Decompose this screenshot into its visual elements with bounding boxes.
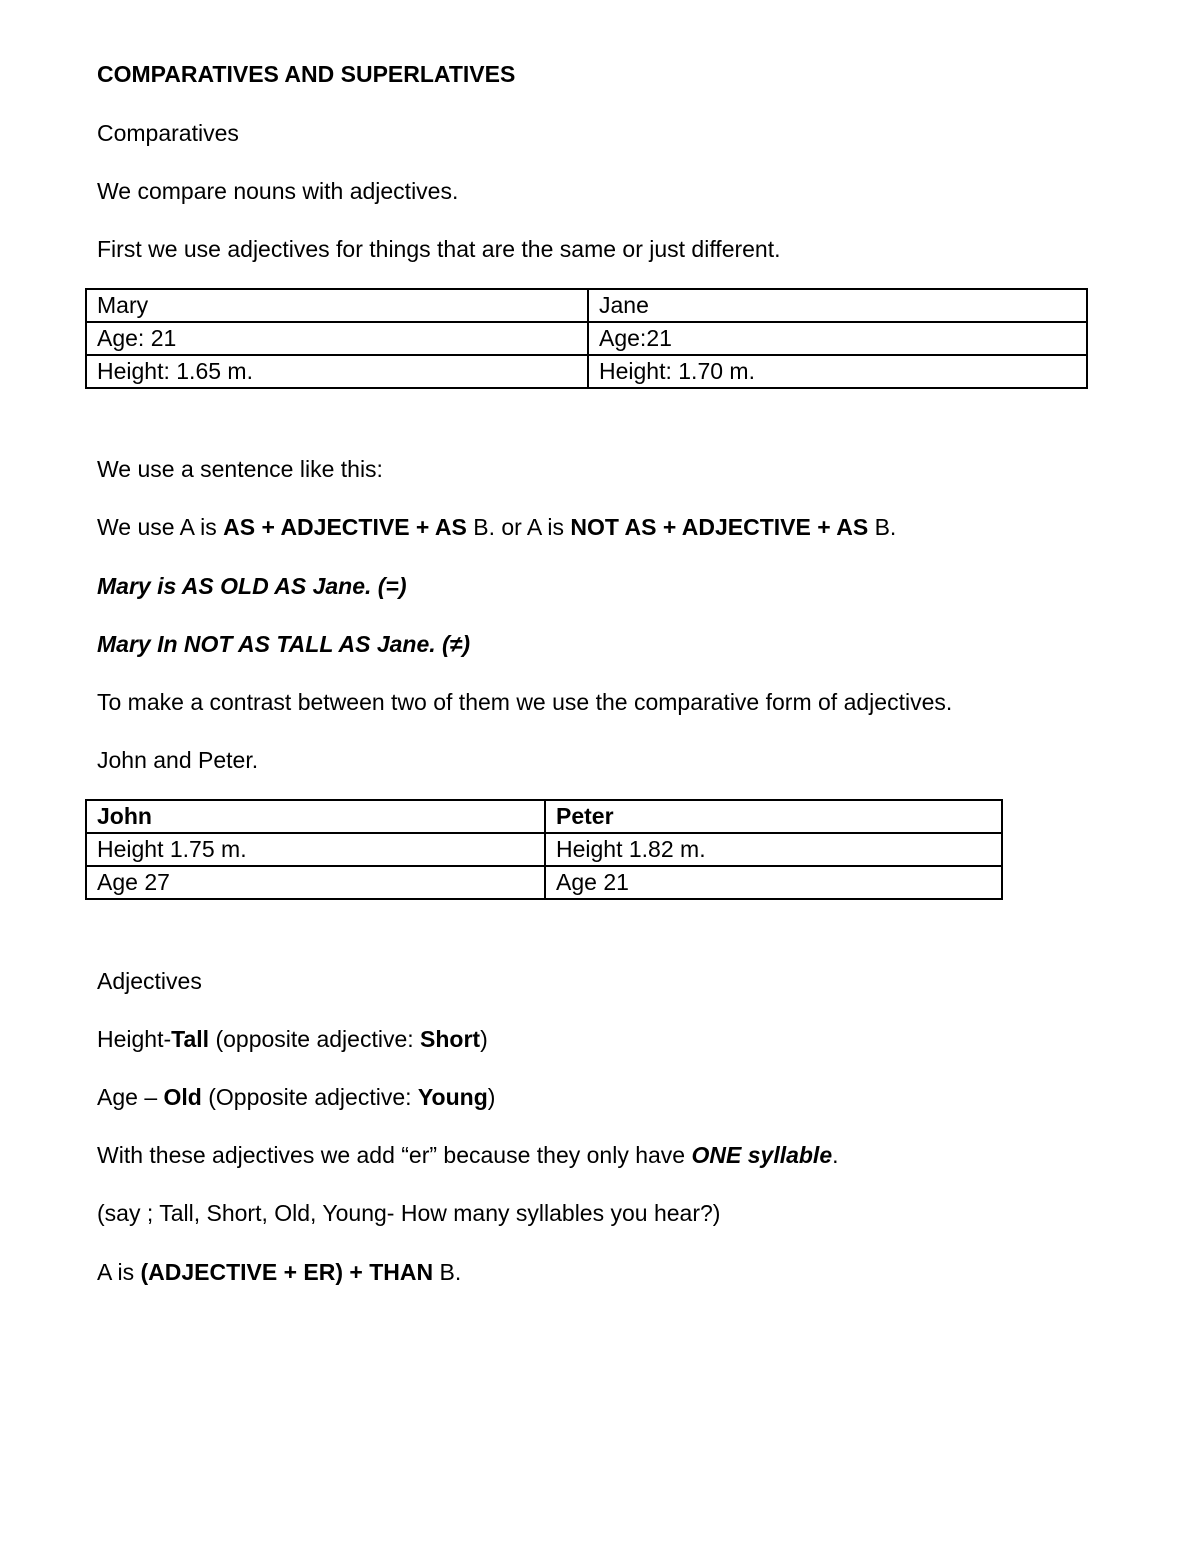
table-row <box>86 866 1002 899</box>
height-tall-line: Height-Tall (opposite adjective: Short) <box>97 1026 488 1052</box>
table-cell: Jane <box>588 289 1087 322</box>
formula-line: A is (ADJECTIVE + ER) + THAN B. <box>97 1259 462 1285</box>
page-title: COMPARATIVES AND SUPERLATIVES <box>97 61 516 87</box>
paragraph-contrast: To make a contrast between two of them we use the comparative form of adjectives. <box>97 689 953 715</box>
table-cell: Age:21 <box>588 322 1087 355</box>
section-heading-adjectives: Adjectives <box>97 968 202 994</box>
table-cell: John <box>86 800 545 833</box>
paragraph-john-and-peter: John and Peter. <box>97 747 259 773</box>
table-cell: Age 27 <box>86 866 545 899</box>
example-as-old-as: Mary is AS OLD AS Jane. (=) <box>97 573 407 599</box>
table-row <box>86 800 1002 833</box>
example-not-as-tall-as: Mary In NOT AS TALL AS Jane. (≠) <box>97 631 470 657</box>
table-cell: Height: 1.65 m. <box>86 355 588 388</box>
paragraph-first-we-use: First we use adjectives for things that are the same or just different. <box>97 236 781 262</box>
table-row <box>86 833 1002 866</box>
table-cell: Mary <box>86 289 588 322</box>
say-syllables-line: (say ; Tall, Short, Old, Young- How many syllables you hear?) <box>97 1200 721 1226</box>
age-old-line: Age – Old (Opposite adjective: Young) <box>97 1084 496 1110</box>
john-peter-table <box>85 799 1003 900</box>
mary-jane-table <box>85 288 1088 389</box>
table-row <box>86 322 1087 355</box>
table-row <box>86 355 1087 388</box>
paragraph-sentence-like-this: We use a sentence like this: <box>97 456 383 482</box>
section-heading-comparatives: Comparatives <box>97 120 239 146</box>
table-cell: Height: 1.70 m. <box>588 355 1087 388</box>
table-cell: Peter <box>545 800 1002 833</box>
table-cell: Height 1.75 m. <box>86 833 545 866</box>
table-row <box>86 289 1087 322</box>
table-cell: Age 21 <box>545 866 1002 899</box>
rule-as-adjective-as: We use A is AS + ADJECTIVE + AS B. or A is NOT AS + ADJECTIVE + AS B. <box>97 514 897 540</box>
table-cell: Height 1.82 m. <box>545 833 1002 866</box>
one-syllable-line: With these adjectives we add “er” because they only have ONE syllable. <box>97 1142 839 1168</box>
paragraph-compare-nouns: We compare nouns with adjectives. <box>97 178 459 204</box>
table-cell: Age: 21 <box>86 322 588 355</box>
